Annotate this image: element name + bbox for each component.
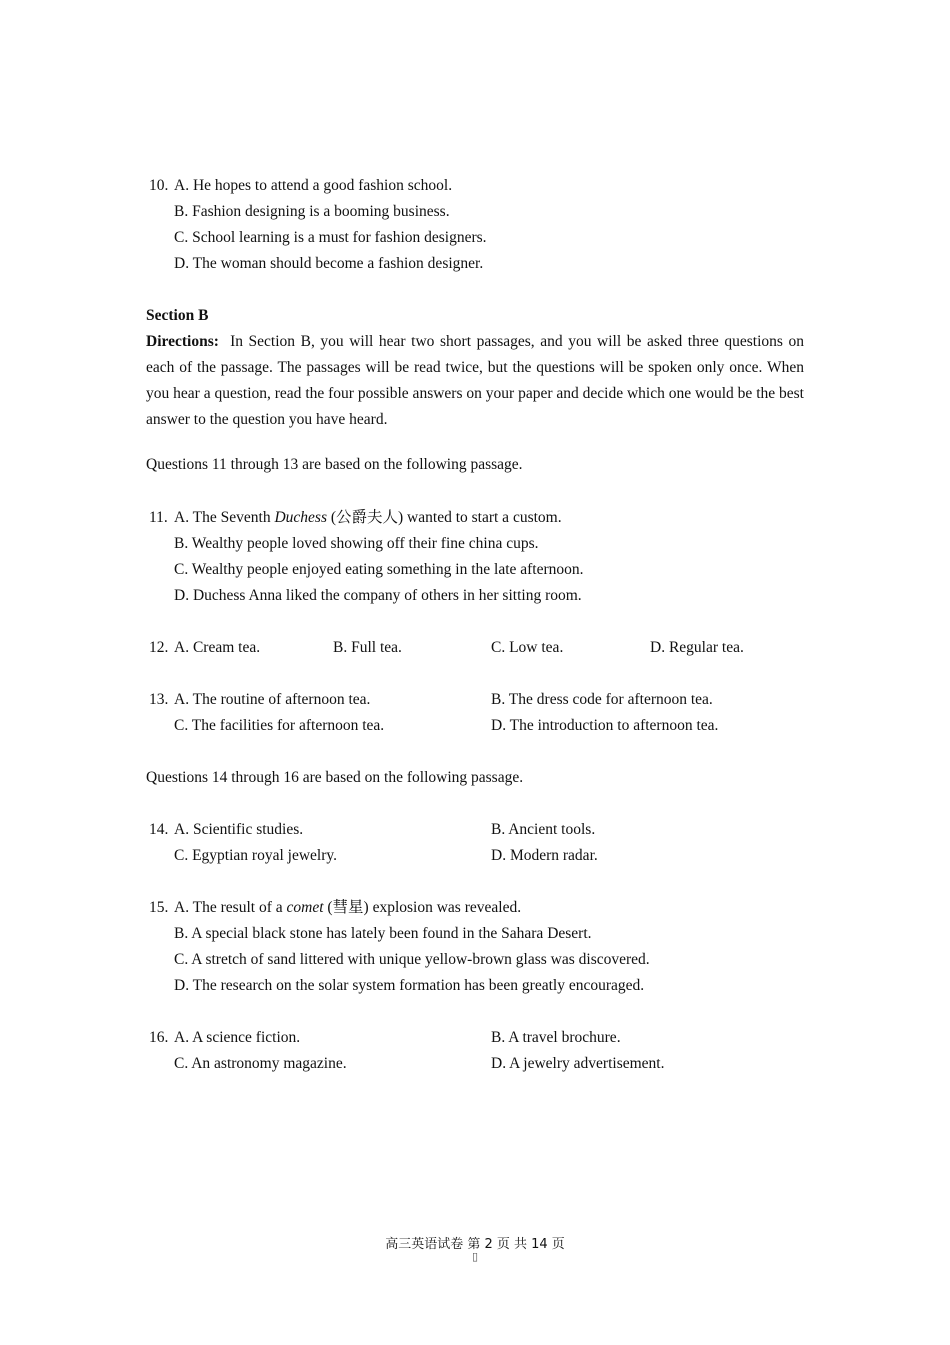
q15-option-d: D. The research on the solar system formation has been greatly encouraged. <box>174 977 645 994</box>
question-number: 11. <box>149 509 168 526</box>
q10-option-a: A. He hopes to attend a good fashion school. <box>174 177 453 194</box>
q12-option-c: C. Low tea. <box>491 639 564 656</box>
passage-intro: Questions 11 through 13 are based on the following passage. <box>146 456 523 473</box>
q15-option-a-text-end: (彗星) explosion was revealed. <box>323 899 522 916</box>
q11-option-d: D. Duchess Anna liked the company of others in her sitting room. <box>174 587 582 604</box>
question-number: 14. <box>149 821 169 838</box>
q12-option-d: D. Regular tea. <box>650 639 744 656</box>
q16-option-b: B. A travel brochure. <box>491 1029 621 1046</box>
question-number: 15. <box>149 899 169 916</box>
question-number: 16. <box>149 1029 169 1046</box>
q16-option-a: A. A science fiction. <box>174 1029 301 1046</box>
passage-intro: Questions 14 through 16 are based on the following passage. <box>146 769 524 786</box>
directions-label: Directions: <box>146 333 219 350</box>
page-footer: 高三英语试卷 第 2 页 共 14 页 <box>385 1237 565 1252</box>
q15-option-c: C. A stretch of sand littered with unique yellow-brown glass was discovered. <box>174 951 650 968</box>
q13-option-c: C. The facilities for afternoon tea. <box>174 717 385 734</box>
q15-option-b: B. A special black stone has lately been found in the Sahara Desert. <box>174 925 592 942</box>
directions-paragraph <box>146 329 804 433</box>
q11-option-a-text: A. The Seventh <box>174 509 275 526</box>
q11-option-a <box>174 508 562 528</box>
q10-option-c: C. School learning is a must for fashion designers. <box>174 229 487 246</box>
footer-mark: ▯ <box>471 1250 479 1263</box>
q13-option-b: B. The dress code for afternoon tea. <box>491 691 713 708</box>
q16-option-d: D. A jewelry advertisement. <box>491 1055 665 1072</box>
question-number: 10. <box>149 177 169 194</box>
q14-option-a: A. Scientific studies. <box>174 821 304 838</box>
q11-option-a-italic: Duchess <box>274 509 327 526</box>
q11-option-a-text-end: (公爵夫人) wanted to start a custom. <box>326 509 562 526</box>
section-heading: Section B <box>146 307 209 324</box>
q10-option-b: B. Fashion designing is a booming business. <box>174 203 450 220</box>
q14-option-d: D. Modern radar. <box>491 847 598 864</box>
question-number: 12. <box>149 639 169 656</box>
q11-option-b: B. Wealthy people loved showing off their fine china cups. <box>174 535 539 552</box>
q13-option-a: A. The routine of afternoon tea. <box>174 691 371 708</box>
q10-option-d: D. The woman should become a fashion designer. <box>174 255 484 272</box>
q14-option-b: B. Ancient tools. <box>491 821 596 838</box>
q12-option-b: B. Full tea. <box>333 639 402 656</box>
q12-option-a: A. Cream tea. <box>174 639 261 656</box>
q15-option-a <box>174 898 521 918</box>
question-number: 13. <box>149 691 169 708</box>
q15-option-a-italic: comet <box>286 899 324 916</box>
q11-option-c: C. Wealthy people enjoyed eating something in the late afternoon. <box>174 561 584 578</box>
q15-option-a-text: A. The result of a <box>174 899 287 916</box>
q13-option-d: D. The introduction to afternoon tea. <box>491 717 719 734</box>
q16-option-c: C. An astronomy magazine. <box>174 1055 347 1072</box>
q14-option-c: C. Egyptian royal jewelry. <box>174 847 337 864</box>
directions-text: In Section B, you will hear two short passages, and you will be asked three questions on each of the passage. The passages will be read twice, but the questions will be spoken only once. When you hear a question, read the four possible answers on your paper and decide which one would be the best answer to the question you have heard. <box>146 333 804 428</box>
